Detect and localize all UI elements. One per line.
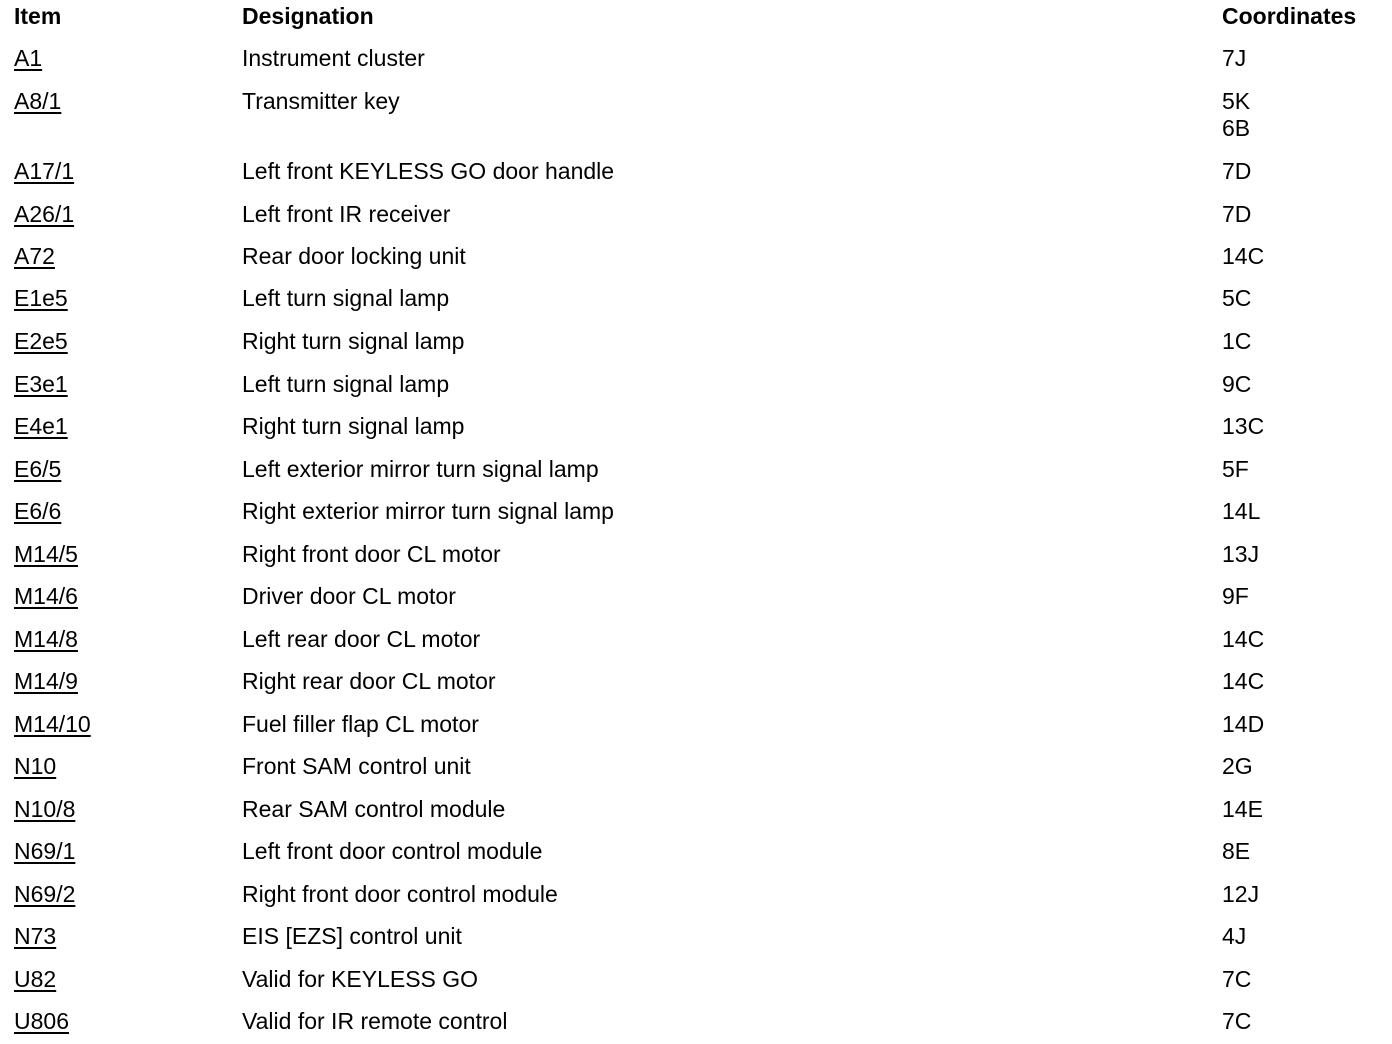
coordinates-text: 9F	[1222, 583, 1249, 609]
item-link[interactable]: U82	[14, 966, 57, 992]
table-row	[0, 45, 1392, 72]
coordinates-text: 8E	[1222, 838, 1251, 864]
coordinates-text: 14E	[1222, 796, 1263, 822]
coordinates-text: 12J	[1222, 881, 1260, 907]
coordinates-text: 14C	[1222, 243, 1265, 269]
item-link[interactable]: A72	[14, 243, 55, 269]
coordinates-text: 5C	[1222, 285, 1252, 311]
designation-text: Left front door control module	[242, 838, 543, 864]
coordinates-text: 5K 6B	[1222, 88, 1251, 141]
item-link[interactable]: E3e1	[14, 371, 68, 397]
designation-text: Rear SAM control module	[242, 796, 506, 822]
table-row	[0, 881, 1392, 908]
item-link[interactable]: M14/5	[14, 541, 78, 567]
item-link[interactable]: N10/8	[14, 796, 76, 822]
table-row	[0, 838, 1392, 865]
table-row	[0, 753, 1392, 780]
table-row	[0, 158, 1392, 185]
designation-text: Transmitter key	[242, 88, 400, 114]
header-designation: Designation	[242, 3, 374, 29]
designation-text: EIS [EZS] control unit	[242, 923, 462, 949]
item-link[interactable]: E1e5	[14, 285, 68, 311]
coordinates-text: 7J	[1222, 45, 1247, 71]
table-row	[0, 626, 1392, 653]
designation-text: Instrument cluster	[242, 45, 425, 71]
item-link[interactable]: N73	[14, 923, 57, 949]
table-row	[0, 371, 1392, 398]
table-row	[0, 1008, 1392, 1035]
designation-text: Left turn signal lamp	[242, 285, 450, 311]
table-row	[0, 711, 1392, 738]
table-row	[0, 456, 1392, 483]
designation-text: Right turn signal lamp	[242, 328, 465, 354]
coordinates-text: 9C	[1222, 371, 1252, 397]
table-row	[0, 413, 1392, 440]
coordinates-text: 13C	[1222, 413, 1265, 439]
table-row	[0, 243, 1392, 270]
designation-text: Left front KEYLESS GO door handle	[242, 158, 615, 184]
item-link[interactable]: A17/1	[14, 158, 75, 184]
item-link[interactable]: N10	[14, 753, 57, 779]
designation-text: Right front door CL motor	[242, 541, 501, 567]
designation-text: Valid for KEYLESS GO	[242, 966, 479, 992]
coordinates-text: 14D	[1222, 711, 1265, 737]
item-link[interactable]: E4e1	[14, 413, 68, 439]
coordinates-text: 14C	[1222, 626, 1265, 652]
designation-text: Right rear door CL motor	[242, 668, 496, 694]
item-link[interactable]: E2e5	[14, 328, 68, 354]
item-link[interactable]: M14/9	[14, 668, 78, 694]
item-link[interactable]: M14/10	[14, 711, 91, 737]
table-row	[0, 328, 1392, 355]
item-link[interactable]: M14/8	[14, 626, 78, 652]
coordinates-text: 1C	[1222, 328, 1252, 354]
coordinates-text: 14C	[1222, 668, 1265, 694]
item-link[interactable]: N69/1	[14, 838, 76, 864]
designation-text: Rear door locking unit	[242, 243, 466, 269]
table-row	[0, 88, 1392, 142]
designation-text: Left turn signal lamp	[242, 371, 450, 397]
table-header-row	[0, 0, 1392, 36]
designation-text: Right exterior mirror turn signal lamp	[242, 498, 614, 524]
item-link[interactable]: N69/2	[14, 881, 76, 907]
designation-text: Driver door CL motor	[242, 583, 456, 609]
item-link[interactable]: A1	[14, 45, 43, 71]
item-link[interactable]: E6/6	[14, 498, 62, 524]
header-coordinates: Coordinates	[1222, 3, 1357, 29]
table-row	[0, 796, 1392, 823]
designation-text: Left front IR receiver	[242, 201, 451, 227]
coordinates-text: 7D	[1222, 201, 1252, 227]
item-link[interactable]: U806	[14, 1008, 69, 1034]
header-item: Item	[14, 3, 62, 29]
designation-text: Fuel filler flap CL motor	[242, 711, 479, 737]
table-row	[0, 668, 1392, 695]
table-row	[0, 966, 1392, 993]
table-row	[0, 541, 1392, 568]
item-link[interactable]: A8/1	[14, 88, 62, 114]
table-row	[0, 923, 1392, 950]
designation-text: Left rear door CL motor	[242, 626, 481, 652]
item-link[interactable]: A26/1	[14, 201, 75, 227]
coordinates-text: 7C	[1222, 1008, 1252, 1034]
designation-text: Left exterior mirror turn signal lamp	[242, 456, 599, 482]
item-link[interactable]: M14/6	[14, 583, 78, 609]
coordinates-text: 5F	[1222, 456, 1249, 482]
coordinates-text: 4J	[1222, 923, 1247, 949]
coordinates-text: 7D	[1222, 158, 1252, 184]
table-row	[0, 285, 1392, 312]
coordinates-text: 13J	[1222, 541, 1260, 567]
coordinates-text: 7C	[1222, 966, 1252, 992]
coordinates-text: 14L	[1222, 498, 1261, 524]
designation-text: Valid for IR remote control	[242, 1008, 508, 1034]
item-link[interactable]: E6/5	[14, 456, 62, 482]
coordinates-text: 2G	[1222, 753, 1253, 779]
designation-text: Front SAM control unit	[242, 753, 471, 779]
table-row	[0, 201, 1392, 228]
designation-text: Right front door control module	[242, 881, 558, 907]
designation-text: Right turn signal lamp	[242, 413, 465, 439]
table-row	[0, 583, 1392, 610]
table-row	[0, 498, 1392, 525]
